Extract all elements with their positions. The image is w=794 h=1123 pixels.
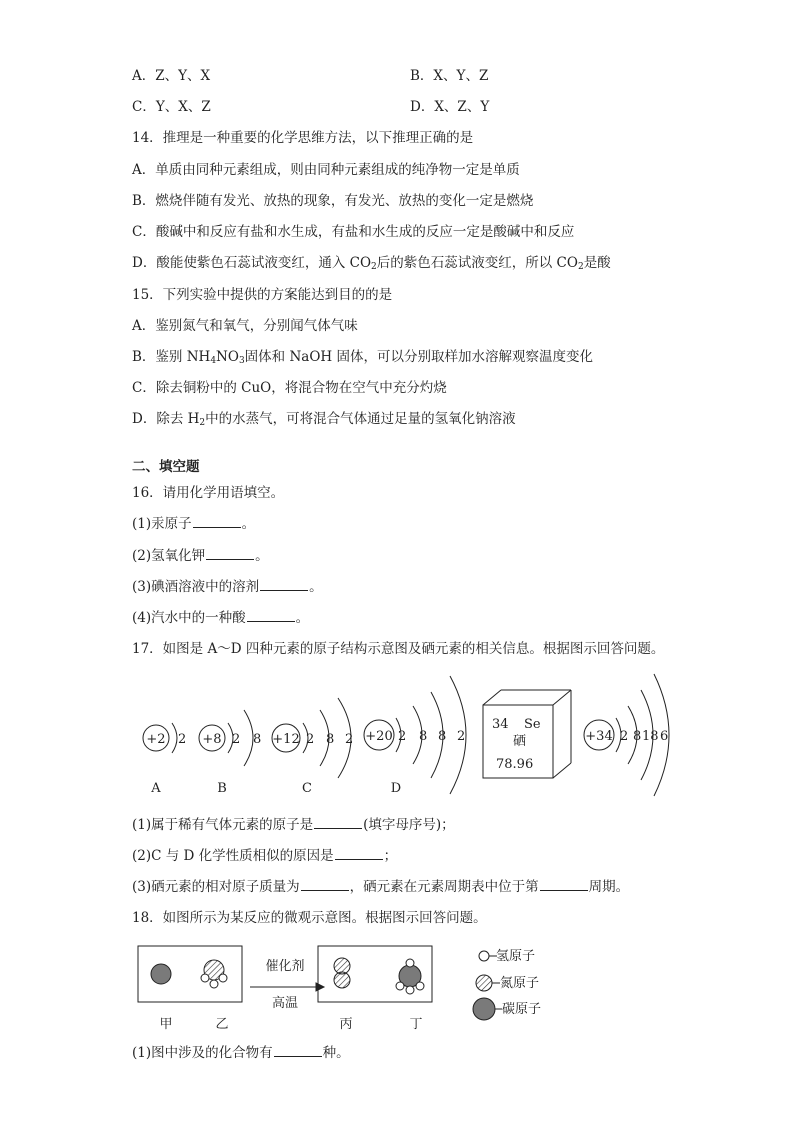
q15-option-b-mid: NO bbox=[216, 349, 239, 365]
label-ding: 丁 bbox=[409, 1017, 423, 1032]
label-jia: 甲 bbox=[159, 1017, 173, 1032]
nitrogen-molecule bbox=[334, 958, 350, 988]
atom-diagram-d bbox=[364, 676, 466, 796]
q14-option-d-pre: D．酸能使紫色石蕊试液变红，通入 CO bbox=[132, 255, 372, 271]
q14-option-a: A．单质由同种元素组成，则由同种元素组成的纯净物一定是单质 bbox=[132, 162, 520, 178]
q16-part-3 bbox=[132, 578, 323, 596]
q16-part-3-end: 。 bbox=[309, 579, 323, 595]
atom-d-shell-4: 2 bbox=[457, 729, 466, 744]
q17-part-3-mid: ，硒元素在元素周期表中位于第 bbox=[349, 879, 539, 895]
q17-part-2 bbox=[132, 847, 397, 865]
se-shell-2: 8 bbox=[633, 729, 642, 744]
q15-option-c: C．除去铜粉中的 CuO，将混合物在空气中充分灼烧 bbox=[132, 380, 447, 396]
q14-option-d-post: 是酸 bbox=[583, 255, 611, 271]
q18-stem: 18．如图所示为某反应的微观示意图。根据图示回答问题。 bbox=[132, 910, 487, 926]
q16-part-4-text: (4)汽水中的一种酸 bbox=[132, 610, 246, 626]
element-symbol: Se bbox=[524, 717, 541, 732]
ammonia-molecule bbox=[201, 960, 227, 988]
answer-blank[interactable] bbox=[274, 1044, 322, 1057]
q17-part-3-pre: (3)硒元素的相对原子质量为 bbox=[132, 879, 300, 895]
atom-diagram-a bbox=[143, 723, 186, 796]
legend-hydrogen: 氢原子 bbox=[496, 949, 536, 964]
q15-option-a: A．鉴别氮气和氧气，分别闻气体气味 bbox=[132, 318, 358, 334]
answer-blank[interactable] bbox=[540, 878, 588, 891]
q16-part-1-end: 。 bbox=[241, 516, 256, 532]
q15-option-b-pre: B．鉴别 NH bbox=[132, 349, 211, 365]
answer-blank[interactable] bbox=[260, 578, 308, 591]
q17-part-3-post: 周期。 bbox=[588, 879, 630, 895]
q14-sub-2b: 2 bbox=[577, 262, 584, 272]
q16-part-1 bbox=[132, 515, 255, 533]
q16-stem: 16．请用化学用语填空。 bbox=[132, 485, 285, 501]
atom-c-label: C bbox=[302, 781, 312, 796]
answer-blank[interactable] bbox=[301, 878, 349, 891]
q16-part-2 bbox=[132, 547, 269, 565]
arrow-label-top: 催化剂 bbox=[265, 959, 305, 974]
q17-part-1 bbox=[132, 816, 455, 834]
q13-option-d: D．X、Z、Y bbox=[410, 99, 490, 115]
q15-option-d-pre: D．除去 H bbox=[132, 411, 200, 427]
q14-stem: 14．推理是一种重要的化学思维方法，以下推理正确的是 bbox=[132, 130, 474, 146]
hydrogen-legend-icon bbox=[479, 951, 489, 961]
atom-diagram-selenium bbox=[584, 674, 669, 796]
arrow-head bbox=[316, 983, 324, 991]
q15-sub-4: 4 bbox=[210, 356, 217, 366]
q17-part-1-pre: (1)属于稀有气体元素的原子是 bbox=[132, 817, 314, 833]
q14-sub-2a: 2 bbox=[371, 262, 377, 272]
q14-option-c: C．酸碱中和反应有盐和水生成，有盐和水生成的反应一定是酸碱中和反应 bbox=[132, 224, 575, 240]
q16-part-2-end: 。 bbox=[255, 548, 269, 564]
q15-option-d bbox=[132, 410, 516, 428]
element-mass: 78.96 bbox=[496, 757, 534, 772]
atom-d-shell-1: 2 bbox=[398, 729, 407, 744]
carbon-atom bbox=[151, 964, 171, 984]
q16-part-1-text: (1)汞原子 bbox=[132, 516, 192, 532]
answer-blank[interactable] bbox=[193, 515, 241, 528]
q17-part-3 bbox=[132, 878, 629, 896]
q15-sub-3: 3 bbox=[238, 356, 245, 366]
se-shell-4: 6 bbox=[660, 729, 669, 744]
q13-option-b: B．X、Y、Z bbox=[410, 68, 489, 84]
legend-carbon: 碳原子 bbox=[502, 1002, 542, 1017]
atom-d-shell-3: 8 bbox=[438, 729, 447, 744]
atom-c-shell-3: 2 bbox=[345, 732, 354, 747]
q18-part-1-post: 种。 bbox=[322, 1045, 350, 1061]
selenium-element-card bbox=[483, 690, 571, 778]
answer-blank[interactable] bbox=[314, 816, 362, 829]
q15-stem: 15．下列实验中提供的方案能达到目的的是 bbox=[132, 287, 393, 303]
answer-blank[interactable] bbox=[206, 547, 254, 560]
q15-option-d-post: 中的水蒸气，可将混合气体通过足量的氢氧化钠溶液 bbox=[205, 411, 516, 427]
reaction-micro-diagram bbox=[130, 940, 570, 1035]
atomic-structure-figure bbox=[120, 668, 680, 800]
q15-option-b-post: 固体和 NaOH 固体，可以分别取样加水溶解观察温度变化 bbox=[244, 349, 593, 365]
q18-part-1 bbox=[132, 1044, 350, 1062]
atom-diagram-b bbox=[199, 710, 261, 796]
atom-b-shell-2: 8 bbox=[253, 732, 262, 747]
nitrogen-legend-icon bbox=[476, 975, 492, 991]
carbon-legend-icon bbox=[473, 998, 495, 1020]
q16-part-2-text: (2)氢氧化钾 bbox=[132, 548, 206, 564]
legend-nitrogen: 氮原子 bbox=[500, 976, 540, 991]
q17-part-2-post: ； bbox=[383, 848, 398, 864]
se-shell-3: 18 bbox=[642, 729, 659, 744]
se-shell-1: 2 bbox=[620, 729, 629, 744]
atom-c-shell-2: 8 bbox=[326, 732, 335, 747]
section-heading: 二、填空题 bbox=[132, 459, 200, 475]
q17-part-1-post: (填字母序号)； bbox=[363, 817, 455, 833]
q14-option-d-mid: 后的紫色石蕊试液变红，所以 CO bbox=[376, 255, 578, 271]
atom-d-nucleus: +20 bbox=[365, 729, 393, 744]
q13-option-a: A．Z、Y、X bbox=[132, 68, 211, 84]
q15-sub-2: 2 bbox=[199, 418, 206, 428]
arrow-label-bottom: 高温 bbox=[271, 996, 299, 1011]
label-bing: 丙 bbox=[339, 1017, 353, 1032]
atom-a-shell-1: 2 bbox=[178, 732, 187, 747]
q13-option-c: C．Y、X、Z bbox=[132, 99, 211, 115]
atom-d-shell-2: 8 bbox=[419, 729, 428, 744]
q16-part-4-end: 。 bbox=[295, 610, 310, 626]
atom-c-nucleus: +12 bbox=[272, 732, 300, 747]
atom-diagram-c bbox=[272, 698, 353, 796]
atom-a-nucleus: +2 bbox=[146, 732, 166, 747]
q17-stem: 17．如图是 A～D 四种元素的原子结构示意图及硒元素的相关信息。根据图示回答问题。 bbox=[132, 641, 665, 657]
answer-blank[interactable] bbox=[247, 609, 295, 622]
q16-part-3-text: (3)碘酒溶液中的溶剂 bbox=[132, 579, 260, 595]
atom-a-label: A bbox=[151, 781, 161, 796]
q14-option-b: B．燃烧伴随有发光、放热的现象，有发光、放热的变化一定是燃烧 bbox=[132, 193, 534, 209]
q15-option-b bbox=[132, 348, 593, 366]
atom-c-shell-1: 2 bbox=[306, 732, 315, 747]
q14-option-d bbox=[132, 254, 611, 272]
se-nucleus: +34 bbox=[585, 729, 613, 744]
atom-b-nucleus: +8 bbox=[202, 732, 222, 747]
q16-part-4 bbox=[132, 609, 309, 627]
element-name: 硒 bbox=[513, 734, 527, 749]
atom-d-label: D bbox=[390, 781, 402, 796]
answer-blank[interactable] bbox=[335, 847, 383, 860]
hcn-molecule bbox=[396, 959, 424, 994]
label-yi: 乙 bbox=[215, 1017, 229, 1032]
atom-b-shell-1: 2 bbox=[232, 732, 241, 747]
q17-part-2-pre: (2)C 与 D 化学性质相似的原因是 bbox=[132, 848, 334, 864]
atom-b-label: B bbox=[217, 781, 227, 796]
q18-part-1-pre: (1)图中涉及的化合物有 bbox=[132, 1045, 273, 1061]
element-number: 34 bbox=[492, 717, 509, 732]
